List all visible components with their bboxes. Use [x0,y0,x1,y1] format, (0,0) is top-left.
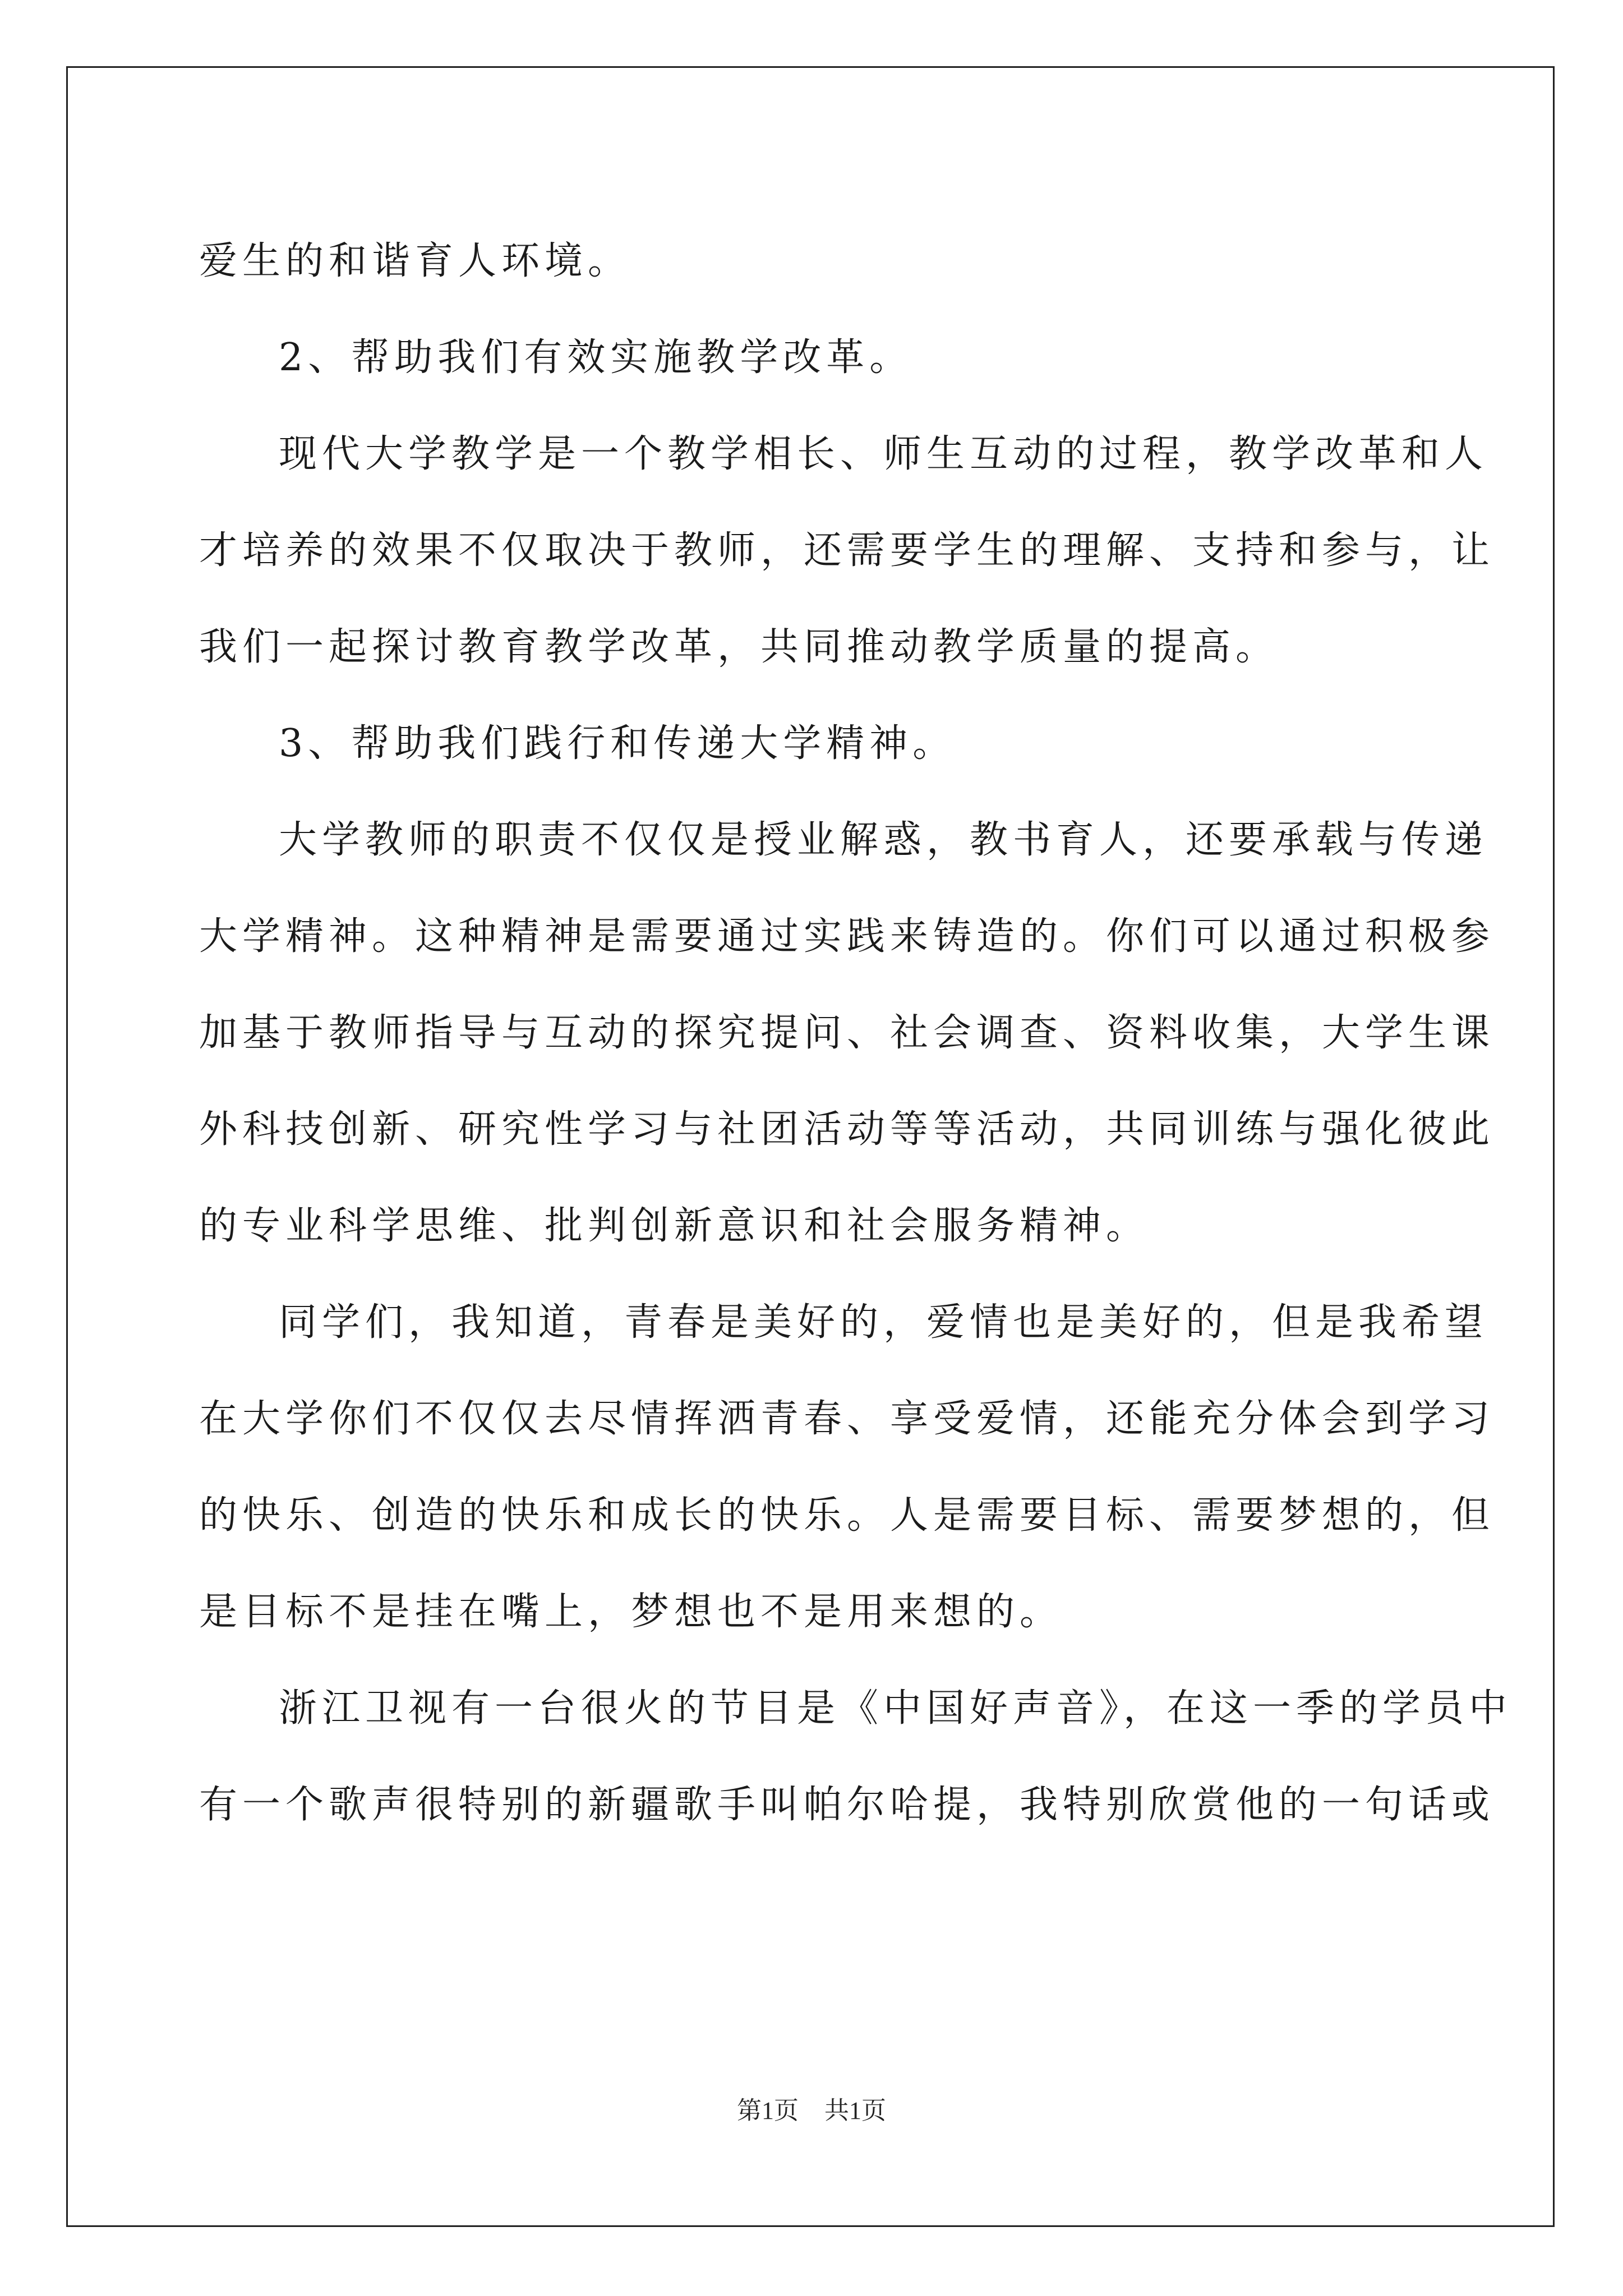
document-body [199,213,1513,1853]
text-line-17: 有一个歌声很特别的新疆歌手叫帕尔哈提，我特别欣赏他的一句话或 [199,1783,1495,1827]
text-line-5: 我们一起探讨教育教学改革，共同推动教学质量的提高。 [199,625,1279,669]
text-line-3: 现代大学教学是一个教学相长、师生互动的过程，教学改革和人 [279,432,1488,476]
text-line-11: 的专业科学思维、批判创新意识和社会服务精神。 [199,1204,1150,1248]
page-number-total: 共1页 [824,2097,886,2124]
text-line-9: 加基于教师指导与互动的探究提问、社会调查、资料收集，大学生课 [199,1011,1495,1055]
text-line-16: 浙江卫视有一台很火的节目是《中国好声音》，在这一季的学员中 [279,1686,1513,1731]
text-line-6: 3、帮助我们践行和传递大学精神。 [279,721,956,766]
page-footer [0,2090,1623,2126]
text-line-7: 大学教师的职责不仅仅是授业解惑，教书育人，还要承载与传递 [279,818,1488,862]
text-line-8: 大学精神。这种精神是需要通过实践来铸造的。你们可以通过积极参 [199,914,1495,959]
text-line-14: 的快乐、创造的快乐和成长的快乐。人是需要目标、需要梦想的，但 [199,1493,1495,1538]
page-number-current: 第1页 [737,2097,799,2124]
text-line-10: 外科技创新、研究性学习与社团活动等等活动，共同训练与强化彼此 [199,1107,1495,1152]
text-line-4: 才培养的效果不仅取决于教师，还需要学生的理解、支持和参与，让 [199,528,1495,573]
text-line-12: 同学们，我知道，青春是美好的，爱情也是美好的，但是我希望 [279,1300,1488,1345]
text-line-13: 在大学你们不仅仅去尽情挥洒青春、享受爱情，还能充分体会到学习 [199,1397,1495,1441]
text-line-2: 2、帮助我们有效实施教学改革。 [279,335,913,380]
text-line-15: 是目标不是挂在嘴上，梦想也不是用来想的。 [199,1590,1063,1634]
text-line-1: 爱生的和谐育人环境。 [199,239,631,283]
